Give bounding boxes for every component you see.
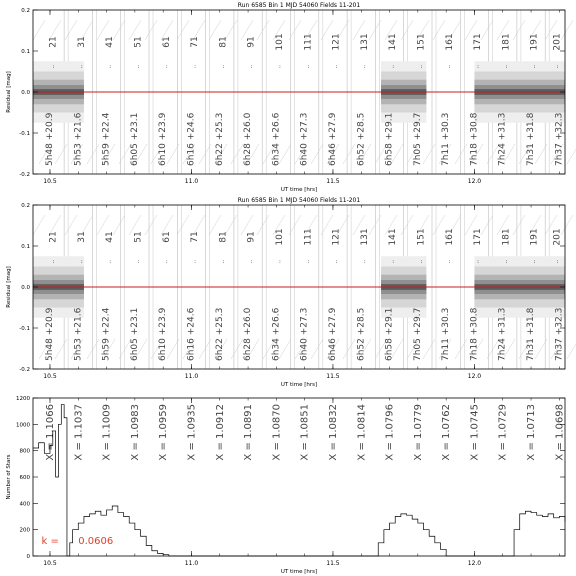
field-coordinate-label: 6h40 +27.3 xyxy=(299,112,310,166)
field-number-label: 101 xyxy=(275,33,286,51)
y-tick-label: -0.2 xyxy=(19,172,30,178)
field-coordinate-label: 6h16 +24.6 xyxy=(186,307,197,361)
field-number-label: 141 xyxy=(388,33,399,51)
y-tick-label: 800 xyxy=(19,448,30,455)
field-coordinate-label: 6h10 +23.9 xyxy=(158,307,169,361)
field-coordinate-label: 6h05 +23.1 xyxy=(129,307,140,361)
x-axis-label: UT time [hrs] xyxy=(280,187,318,193)
airmass-label: X = 1.0762 xyxy=(441,404,453,461)
airmass-label: X = 1.0796 xyxy=(384,404,396,461)
field-coordinate-label: 6h22 +25.3 xyxy=(214,112,225,166)
field-number-label: 171 xyxy=(473,228,484,246)
x-tick-label: 11.5 xyxy=(326,178,340,185)
field-colon: : xyxy=(250,259,253,265)
chart-title: Run 6585 Bin 1 MJD 54060 Fields 11-201 xyxy=(237,197,361,204)
hatch-mark xyxy=(455,144,467,164)
field-colon: : xyxy=(80,64,83,70)
field-coordinate-label: 6h34 +26.6 xyxy=(271,112,282,166)
field-colon: : xyxy=(448,259,451,265)
airmass-label: X = 1.0851 xyxy=(299,404,311,461)
field-number-label: 61 xyxy=(161,36,172,48)
field-number-label: 81 xyxy=(218,36,229,48)
chart-title: Run 6585 Bin 1 MJD 54060 Fields 11-201 xyxy=(237,2,361,9)
x-tick-label: 12.0 xyxy=(467,560,482,567)
field-colon: : xyxy=(392,259,395,265)
field-coordinate-label: 7h05 +29.7 xyxy=(412,307,423,361)
airmass-label: X = 1.0729 xyxy=(497,404,509,461)
field-number-label: 21 xyxy=(48,231,59,243)
hatch-mark xyxy=(199,339,211,359)
field-colon: : xyxy=(307,64,310,70)
field-coordinate-label: 5h59 +22.4 xyxy=(101,307,112,361)
hatch-mark xyxy=(145,215,157,235)
y-axis-label: Number of Stars xyxy=(6,454,12,500)
residual-panel-1 xyxy=(33,205,576,369)
field-coordinate-label: 6h52 +28.5 xyxy=(356,112,367,166)
x-tick-label: 11.0 xyxy=(184,178,199,185)
hatch-mark xyxy=(423,144,435,164)
hatch-mark xyxy=(401,215,413,235)
field-colon: : xyxy=(505,64,508,70)
field-colon: : xyxy=(52,64,55,70)
field-coordinate-label: 7h37 +32.3 xyxy=(554,307,565,361)
airmass-label: X = 1.0779 xyxy=(412,404,424,461)
field-colon: : xyxy=(279,259,281,265)
field-colon: : xyxy=(222,259,225,265)
field-colon: : xyxy=(477,64,479,70)
field-number-label: 31 xyxy=(76,231,87,243)
hatch-mark xyxy=(433,20,445,40)
field-colon: : xyxy=(363,259,366,265)
field-number-label: 181 xyxy=(501,228,512,246)
y-axis-label: Residual [mag] xyxy=(6,266,12,308)
field-number-label: 81 xyxy=(218,231,229,243)
hatch-mark xyxy=(33,20,45,40)
field-colon: : xyxy=(279,64,281,70)
x-tick-label: 12.0 xyxy=(467,373,482,380)
x-axis-label: UT time [hrs] xyxy=(280,569,318,575)
hatch-mark xyxy=(33,215,45,235)
field-coordinate-label: 7h31 +31.8 xyxy=(526,307,537,361)
hatch-mark xyxy=(401,20,413,40)
field-coordinate-label: 6h40 +27.3 xyxy=(299,307,310,361)
field-number-label: 71 xyxy=(190,231,201,243)
x-tick-label: 10.5 xyxy=(43,560,57,567)
field-number-label: 111 xyxy=(303,228,314,246)
field-number-label: 191 xyxy=(529,33,540,51)
field-coordinate-label: 6h34 +26.6 xyxy=(271,307,282,361)
field-coordinate-label: 7h11 +30.3 xyxy=(441,307,452,361)
hatch-mark xyxy=(343,144,355,164)
hatch-mark xyxy=(513,20,525,40)
airmass-label: X = 1.0713 xyxy=(526,404,538,461)
field-number-label: 181 xyxy=(501,33,512,51)
field-number-label: 51 xyxy=(133,36,144,48)
field-colon: : xyxy=(556,259,559,265)
field-coordinate-label: 5h48 +20.9 xyxy=(44,112,55,166)
hatch-mark xyxy=(311,144,323,164)
x-axis-label: UT time [hrs] xyxy=(280,382,318,388)
hatch-mark xyxy=(55,144,67,164)
hatch-mark xyxy=(231,339,243,359)
field-colon: : xyxy=(194,64,196,70)
field-number-label: 41 xyxy=(105,36,116,48)
y-tick-label: 200 xyxy=(19,527,30,534)
field-number-label: 101 xyxy=(275,228,286,246)
field-number-label: 131 xyxy=(359,228,370,246)
y-tick-label: -0.1 xyxy=(19,326,30,332)
x-tick-label: 12.0 xyxy=(467,178,482,185)
y-tick-label: 0.1 xyxy=(21,244,30,250)
hatch-mark xyxy=(257,20,269,40)
airmass-label: X = 1.1037 xyxy=(73,404,85,461)
hatch-mark xyxy=(199,144,211,164)
field-colon: : xyxy=(52,259,55,265)
field-colon: : xyxy=(222,64,225,70)
extinction-value: 0.0606 xyxy=(78,536,114,548)
airmass-label: X = 1.0935 xyxy=(186,404,198,461)
field-colon: : xyxy=(307,259,310,265)
field-coordinate-label: 6h58 +29.1 xyxy=(384,112,395,166)
field-colon: : xyxy=(363,64,366,70)
field-colon: : xyxy=(448,64,451,70)
field-number-label: 41 xyxy=(105,231,116,243)
airmass-label: X = 1.0983 xyxy=(129,404,141,461)
field-coordinate-label: 5h48 +20.9 xyxy=(44,307,55,361)
y-tick-label: 0.0 xyxy=(21,90,30,96)
y-tick-label: 0.0 xyxy=(21,285,30,291)
x-tick-label: 10.5 xyxy=(43,373,57,380)
airmass-label: X = 1.0745 xyxy=(469,404,481,461)
field-colon: : xyxy=(420,259,423,265)
airmass-label: X = 1.1009 xyxy=(101,404,113,461)
field-coordinate-label: 6h10 +23.9 xyxy=(158,112,169,166)
airmass-label: X = 1.0870 xyxy=(271,404,283,461)
y-tick-label: 0 xyxy=(26,554,30,560)
hatch-mark xyxy=(455,339,467,359)
field-number-label: 161 xyxy=(444,228,455,246)
y-axis-label: Residual [mag] xyxy=(6,71,12,113)
field-coordinate-label: 7h05 +29.7 xyxy=(412,112,423,166)
field-number-label: 61 xyxy=(161,231,172,243)
hatch-mark xyxy=(343,339,355,359)
field-colon: : xyxy=(420,64,423,70)
hatch-mark xyxy=(87,339,99,359)
field-coordinate-label: 5h53 +21.6 xyxy=(73,112,84,166)
y-tick-label: 1000 xyxy=(16,422,30,429)
field-coordinate-label: 7h31 +31.8 xyxy=(526,112,537,166)
hatch-mark xyxy=(561,215,573,235)
field-number-label: 151 xyxy=(416,33,427,51)
field-coordinate-label: 6h46 +27.9 xyxy=(327,307,338,361)
x-tick-label: 11.0 xyxy=(184,373,199,380)
y-tick-label: 0.2 xyxy=(21,203,30,209)
hatch-mark xyxy=(65,20,77,40)
y-tick-label: 0.1 xyxy=(21,49,30,55)
field-coordinate-label: 7h11 +30.3 xyxy=(441,112,452,166)
airmass-label: X = 1.0891 xyxy=(243,404,255,461)
hatch-mark xyxy=(567,144,576,164)
field-number-label: 201 xyxy=(552,228,563,246)
hatch-mark xyxy=(145,20,157,40)
airmass-label: X = 1.1066 xyxy=(44,404,56,461)
field-colon: : xyxy=(165,64,168,70)
hatch-mark xyxy=(433,215,445,235)
hatch-mark xyxy=(55,339,67,359)
field-colon: : xyxy=(165,259,168,265)
x-tick-label: 10.5 xyxy=(43,178,57,185)
field-coordinate-label: 6h22 +25.3 xyxy=(214,307,225,361)
y-tick-label: 0.2 xyxy=(21,8,30,14)
field-number-label: 91 xyxy=(246,231,257,243)
y-tick-label: 1200 xyxy=(16,396,30,402)
field-colon: : xyxy=(335,259,338,265)
field-number-label: 21 xyxy=(48,36,59,48)
field-coordinate-label: 5h53 +21.6 xyxy=(73,307,84,361)
field-colon: : xyxy=(137,64,140,70)
y-tick-label: 400 xyxy=(19,501,30,508)
field-number-label: 71 xyxy=(190,36,201,48)
field-colon: : xyxy=(505,259,508,265)
field-colon: : xyxy=(109,259,112,265)
hatch-mark xyxy=(423,339,435,359)
airmass-label: X = 1.0814 xyxy=(356,404,368,461)
y-tick-label: -0.1 xyxy=(19,131,30,137)
field-number-label: 151 xyxy=(416,228,427,246)
field-coordinate-label: 5h59 +22.4 xyxy=(101,112,112,166)
hatch-mark xyxy=(65,215,77,235)
airmass-label: X = 1.0912 xyxy=(214,404,226,461)
hatch-mark xyxy=(513,215,525,235)
residual-panel-0 xyxy=(33,10,576,174)
field-coordinate-label: 6h46 +27.9 xyxy=(327,112,338,166)
airmass-label: X = 1.0959 xyxy=(158,404,170,461)
field-colon: : xyxy=(392,64,395,70)
field-coordinate-label: 7h18 +30.8 xyxy=(469,112,480,166)
field-number-label: 111 xyxy=(303,33,314,51)
x-tick-label: 11.5 xyxy=(326,560,340,567)
field-colon: : xyxy=(533,64,536,70)
field-number-label: 121 xyxy=(331,228,342,246)
hatch-mark xyxy=(257,215,269,235)
hatch-mark xyxy=(567,339,576,359)
field-coordinate-label: 7h37 +32.3 xyxy=(554,112,565,166)
hatch-mark xyxy=(561,20,573,40)
field-number-label: 171 xyxy=(473,33,484,51)
field-colon: : xyxy=(477,259,479,265)
airmass-label: X = 1.0698 xyxy=(554,404,566,461)
x-tick-label: 11.0 xyxy=(184,560,199,567)
field-number-label: 141 xyxy=(388,228,399,246)
field-number-label: 31 xyxy=(76,36,87,48)
field-coordinate-label: 6h28 +26.0 xyxy=(243,112,254,166)
airmass-label: X = 1.0832 xyxy=(327,404,339,461)
hatch-mark xyxy=(177,20,189,40)
hatch-mark xyxy=(231,144,243,164)
field-coordinate-label: 7h18 +30.8 xyxy=(469,307,480,361)
field-number-label: 121 xyxy=(331,33,342,51)
y-tick-label: 600 xyxy=(19,475,30,481)
field-number-label: 161 xyxy=(444,33,455,51)
field-coordinate-label: 6h58 +29.1 xyxy=(384,307,395,361)
field-colon: : xyxy=(335,64,338,70)
field-colon: : xyxy=(194,259,196,265)
field-number-label: 51 xyxy=(133,231,144,243)
x-tick-label: 11.5 xyxy=(326,373,340,380)
field-number-label: 191 xyxy=(529,228,540,246)
hatch-mark xyxy=(311,339,323,359)
hatch-mark xyxy=(177,215,189,235)
field-coordinate-label: 6h52 +28.5 xyxy=(356,307,367,361)
field-coordinate-label: 7h24 +31.3 xyxy=(497,307,508,361)
field-colon: : xyxy=(137,259,140,265)
field-colon: : xyxy=(533,259,536,265)
field-number-label: 91 xyxy=(246,36,257,48)
star-count-panel-2 xyxy=(33,404,565,556)
field-colon: : xyxy=(556,64,559,70)
hatch-mark xyxy=(87,144,99,164)
field-colon: : xyxy=(250,64,253,70)
y-tick-label: -0.2 xyxy=(19,367,30,373)
field-number-label: 201 xyxy=(552,33,563,51)
field-coordinate-label: 6h28 +26.0 xyxy=(243,307,254,361)
field-number-label: 131 xyxy=(359,33,370,51)
field-coordinate-label: 7h24 +31.3 xyxy=(497,112,508,166)
extinction-label: k = xyxy=(41,536,59,548)
field-colon: : xyxy=(80,259,83,265)
field-colon: : xyxy=(109,64,112,70)
field-coordinate-label: 6h05 +23.1 xyxy=(129,112,140,166)
field-coordinate-label: 6h16 +24.6 xyxy=(186,112,197,166)
